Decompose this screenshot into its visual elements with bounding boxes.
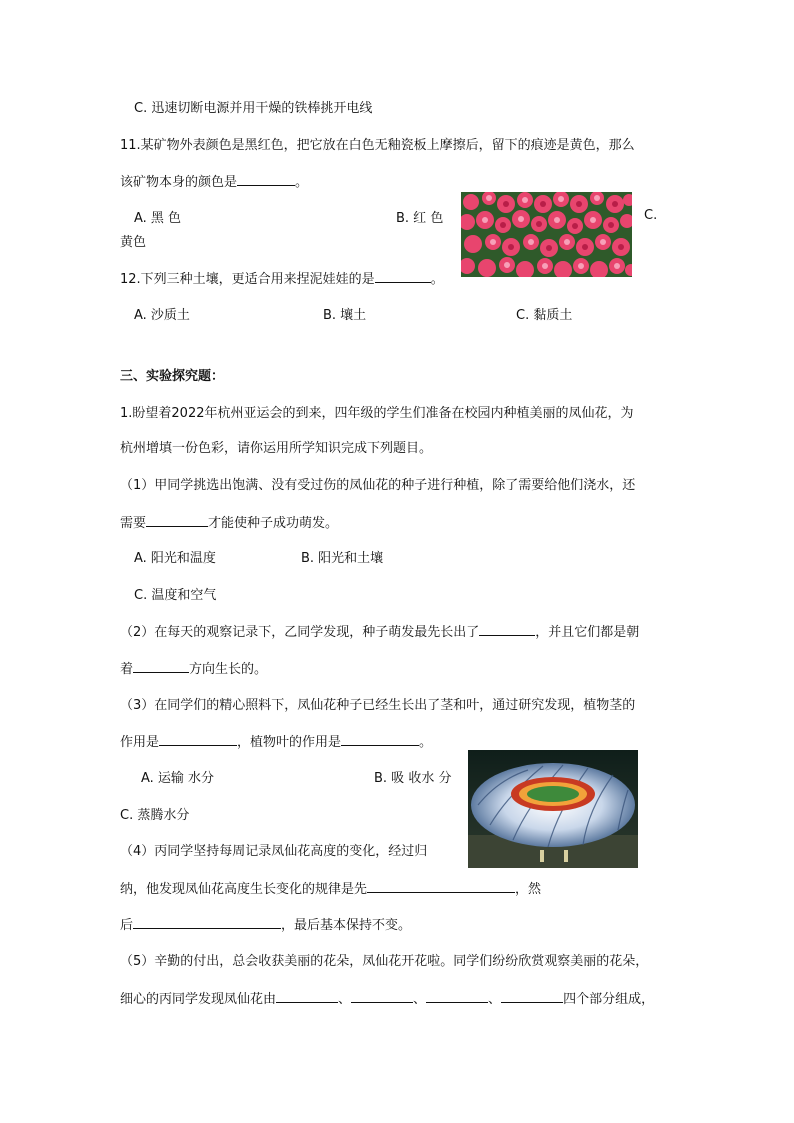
q11-option-b: B. 红 色: [396, 211, 444, 226]
s4-text-pre: 纳，他发现凤仙花高度生长变化的规律是先: [120, 882, 368, 897]
q11-answer-blank[interactable]: [237, 173, 295, 186]
p1-line2: 杭州增填一份色彩，请你运用所学知识完成下列题目。: [120, 441, 433, 456]
q11-stem-text: 该矿物本身的颜色是: [120, 175, 238, 190]
q11-stem-line1: 11.某矿物外表颜色是黑红色，把它放在白色无釉瓷板上摩擦后，留下的痕迹是黄色，那么: [120, 138, 635, 153]
s3-answer-blank-2[interactable]: [341, 733, 419, 746]
s5-sep-3: 、: [488, 992, 502, 1007]
s3-option-a: A. 运输 水分: [141, 771, 215, 786]
s3-option-c: C. 蒸腾水分: [120, 808, 190, 823]
s5-answer-blank-4[interactable]: [501, 990, 563, 1003]
s3-answer-blank-1[interactable]: [159, 733, 237, 746]
q11-option-a: A. 黑 色: [134, 211, 182, 226]
flower-photo: [461, 192, 632, 277]
s2-text-pre: （2）在每天的观察记录下，乙同学发现，种子萌发最先长出了: [120, 625, 480, 640]
s3-line2: [120, 733, 432, 752]
s3-text-c: 。: [419, 735, 433, 750]
s3-text-b: ，植物叶的作用是: [237, 735, 342, 750]
q12-option-b: B. 壤土: [323, 308, 367, 323]
s3-option-b: B. 吸 收水 分: [374, 771, 452, 786]
s1-option-a: A. 阳光和温度: [134, 551, 216, 566]
s5-sep-2: 、: [413, 992, 427, 1007]
s1-answer-blank[interactable]: [146, 514, 208, 527]
s2-text-pre2: 着: [120, 662, 134, 677]
q12-stem-text: 12.下列三种土壤，更适合用来捏泥娃娃的是: [120, 272, 375, 287]
q10-option-c: C. 迅速切断电源并用干燥的铁棒挑开电线: [134, 101, 373, 116]
s4-text-pre2: 后: [120, 918, 134, 933]
s1-option-c: C. 温度和空气: [134, 588, 217, 603]
s5-answer-blank-3[interactable]: [426, 990, 488, 1003]
s4-text-post2: ，最后基本保持不变。: [281, 918, 412, 933]
q11-option-c: C.: [644, 208, 658, 223]
q12-answer-blank[interactable]: [375, 270, 431, 283]
s1-line1: （1）甲同学挑选出饱满、没有受过伤的凤仙花的种子进行种植，除了需要给他们浇水，还: [120, 478, 636, 493]
q11-stem-line2: [120, 173, 308, 192]
s5-answer-blank-1[interactable]: [276, 990, 338, 1003]
s1-option-b: B. 阳光和土壤: [301, 551, 384, 566]
s2-text-post2: 方向生长的。: [189, 662, 268, 677]
s2-line2: [120, 660, 267, 679]
s4-text-post: ，然: [515, 882, 542, 897]
s3-text-a: 作用是: [120, 735, 160, 750]
p1-line1: 1.盼望着2022年杭州亚运会的到来，四年级的学生们准备在校园内种植美丽的凤仙花，为: [120, 406, 634, 421]
s2-answer-blank-2[interactable]: [133, 660, 189, 673]
q12-option-a: A. 沙质土: [134, 308, 190, 323]
stadium-image: [468, 750, 638, 868]
s4-line2: [120, 880, 541, 899]
flower-image: [461, 192, 632, 277]
s5-answer-blank-2[interactable]: [351, 990, 413, 1003]
section-3-heading: 三、实验探究题：: [120, 369, 225, 384]
q11-option-c-text: 黄色: [120, 235, 147, 250]
s2-line1: [120, 623, 639, 642]
s4-answer-blank-1[interactable]: [367, 880, 515, 893]
s1-text-pre: 需要: [120, 516, 147, 531]
s4-line1: （4）丙同学坚持每周记录凤仙花高度的变化，经过归: [120, 844, 428, 859]
s1-line2: [120, 514, 338, 533]
s5-text-post: 四个部分组成，: [563, 992, 655, 1007]
s5-line2: [120, 990, 654, 1009]
s2-text-post: ，并且它们都是朝: [535, 625, 640, 640]
q12-stem: [120, 270, 444, 289]
q12-stem-end: 。: [430, 272, 444, 287]
s1-text-post: 才能使种子成功萌发。: [208, 516, 339, 531]
s5-sep-1: 、: [338, 992, 352, 1007]
s2-answer-blank-1[interactable]: [479, 623, 535, 636]
s5-text-pre: 细心的丙同学发现凤仙花由: [120, 992, 277, 1007]
s3-line1: （3）在同学们的精心照料下，凤仙花种子已经生长出了茎和叶，通过研究发现，植物茎的: [120, 698, 636, 713]
s4-answer-blank-2[interactable]: [133, 916, 281, 929]
q12-option-c: C. 黏质土: [516, 308, 573, 323]
stadium-photo: [468, 750, 638, 868]
q11-stem-end: 。: [295, 175, 309, 190]
s5-line1: （5）辛勤的付出，总会收获美丽的花朵，凤仙花开花啦。同学们纷纷欣赏观察美丽的花朵，: [120, 954, 649, 969]
s4-line3: [120, 916, 411, 935]
